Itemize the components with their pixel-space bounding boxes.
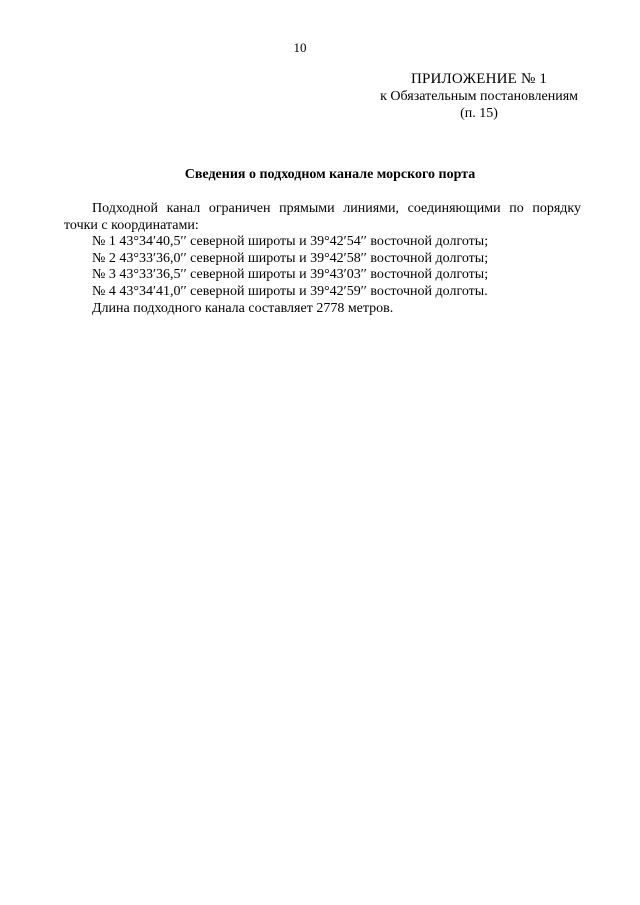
intro-paragraph [64,201,581,234]
coordinate-list [92,234,581,300]
channel-length-statement: Длина подходного канала составляет 2778 метров. [92,300,394,316]
page-number: 10 [293,40,307,55]
appendix-subtitle: к Обязательным постановлениям [380,89,578,104]
coordinate-point-4: № 4 43°34′41,0′′ северной широты и 39°42′59′′ восточной долготы. [92,283,488,299]
document-body [64,201,581,317]
appendix-clause: (п. 15) [460,106,498,121]
coordinate-point-1: № 1 43°34′40,5′′ северной широты и 39°42′54′′ восточной долготы; [92,234,489,250]
appendix-header [380,70,578,122]
intro-line-1: Подходной канал ограничен прямыми линиями, соединяющими по порядку [92,201,581,216]
coordinate-point-2: № 2 43°33′36,0′′ северной широты и 39°42′58′′ восточной долготы; [92,250,489,266]
coordinate-point-3: № 3 43°33′36,5′′ северной широты и 39°43′03′′ восточной долготы; [92,267,489,283]
document-heading: Сведения о подходном канале морского порта [184,167,476,182]
appendix-title: ПРИЛОЖЕНИЕ № 1 [410,71,548,87]
intro-line-2: точки с координатами: [64,217,199,233]
